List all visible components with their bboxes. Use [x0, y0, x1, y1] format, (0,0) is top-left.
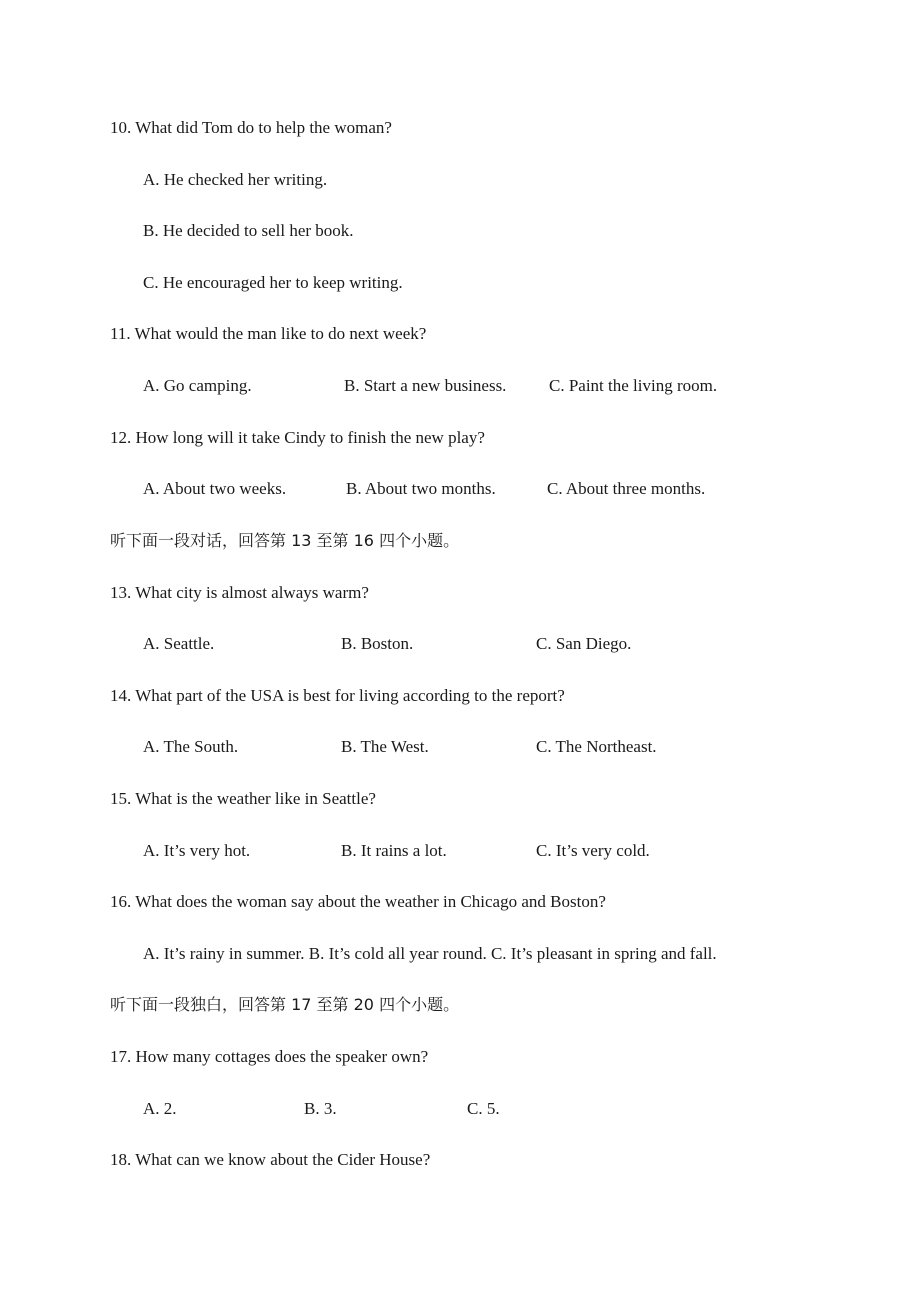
- question-15-option-b: B. It rains a lot.: [341, 841, 447, 860]
- question-12-stem: 12. How long will it take Cindy to finish the new play?: [110, 428, 485, 447]
- question-13-option-c: C. San Diego.: [536, 634, 632, 653]
- question-11-option-c: C. Paint the living room.: [549, 376, 718, 395]
- question-17-option-b: B. 3.: [304, 1099, 337, 1118]
- question-17-stem: 17. How many cottages does the speaker own?: [110, 1047, 429, 1066]
- question-10-option-a: A. He checked her writing.: [143, 170, 328, 189]
- question-16-options: A. It’s rainy in summer. B. It’s cold all year round. C. It’s pleasant in spring and fall.: [143, 944, 717, 963]
- question-13-option-b: B. Boston.: [341, 634, 414, 653]
- question-11-option-a: A. Go camping.: [143, 376, 252, 395]
- question-17-option-c: C. 5.: [467, 1099, 500, 1118]
- question-12-option-b: B. About two months.: [346, 479, 496, 498]
- question-10-option-c: C. He encouraged her to keep writing.: [143, 273, 403, 292]
- question-15-stem: 15. What is the weather like in Seattle?: [110, 789, 376, 808]
- question-14-option-c: C. The Northeast.: [536, 737, 657, 756]
- question-15-option-a: A. It’s very hot.: [143, 841, 251, 860]
- question-15-option-c: C. It’s very cold.: [536, 841, 650, 860]
- question-10-stem: 10. What did Tom do to help the woman?: [110, 118, 392, 137]
- question-11-stem: 11. What would the man like to do next week?: [110, 324, 427, 343]
- question-13-stem: 13. What city is almost always warm?: [110, 583, 369, 602]
- question-11-option-b: B. Start a new business.: [344, 376, 507, 395]
- question-17-option-a: A. 2.: [143, 1099, 177, 1118]
- question-12-option-a: A. About two weeks.: [143, 479, 287, 498]
- question-18-stem: 18. What can we know about the Cider House?: [110, 1150, 431, 1169]
- question-13-option-a: A. Seattle.: [143, 634, 215, 653]
- question-14-option-b: B. The West.: [341, 737, 429, 756]
- section-instruction-13-16: 听下面一段对话，回答第 13 至第 16 四个小题。: [110, 531, 460, 550]
- question-14-option-a: A. The South.: [143, 737, 239, 756]
- question-14-stem: 14. What part of the USA is best for living according to the report?: [110, 686, 565, 705]
- question-12-option-c: C. About three months.: [547, 479, 706, 498]
- question-16-stem: 16. What does the woman say about the weather in Chicago and Boston?: [110, 892, 606, 911]
- question-10-option-b: B. He decided to sell her book.: [143, 221, 354, 240]
- section-instruction-17-20: 听下面一段独白，回答第 17 至第 20 四个小题。: [110, 995, 460, 1014]
